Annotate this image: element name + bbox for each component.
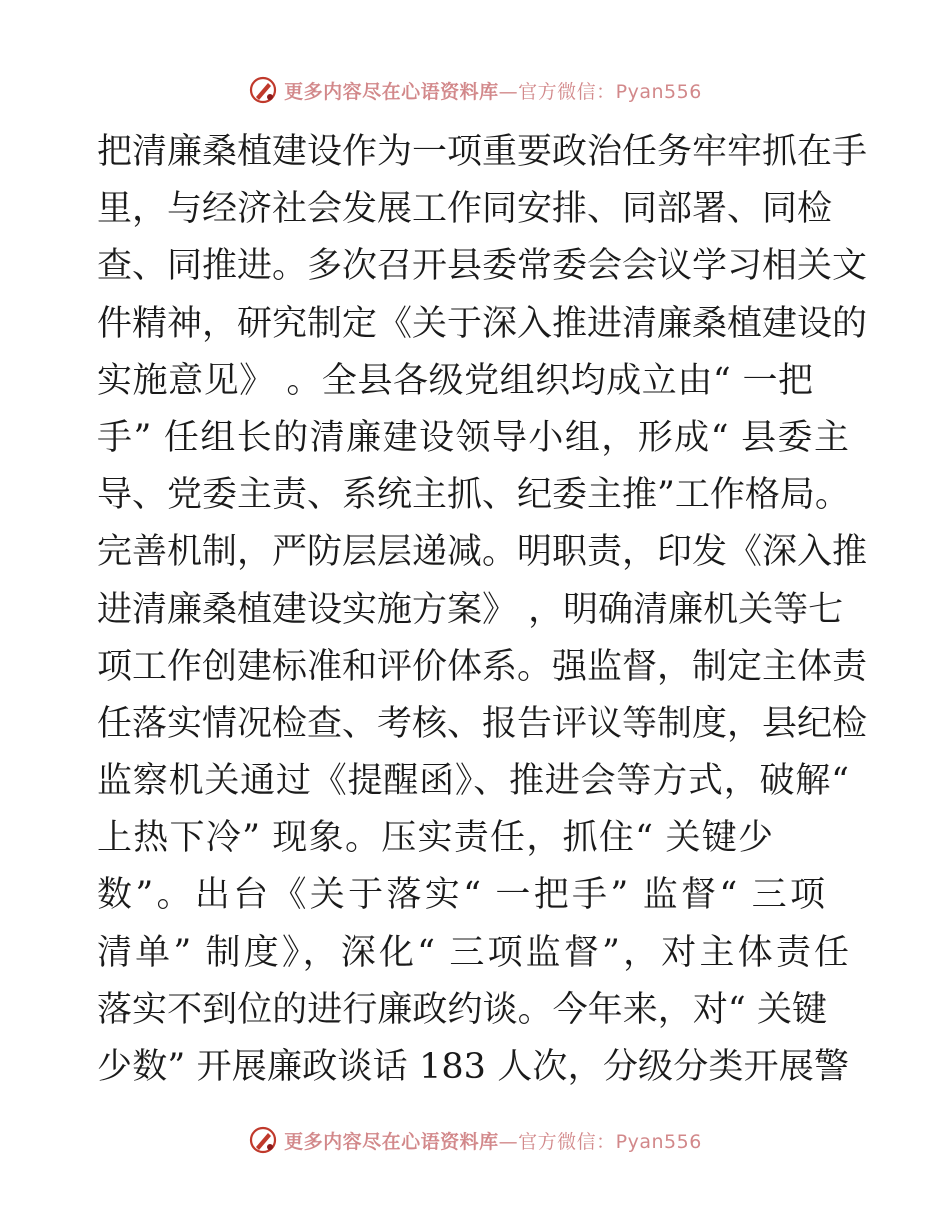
watermark-text: [284, 1127, 702, 1154]
watermark-suffix: 官方微信：Pyan556: [518, 1130, 702, 1153]
text-line: 数”。出台《关于落实“ 一把手” 监督“ 三项: [97, 875, 825, 916]
watermark-suffix: 官方微信：Pyan556: [518, 80, 702, 103]
text-line: 落实不到位的进行廉政约谈。今年来，对“ 关键: [97, 989, 827, 1030]
text-line: 导、党委主责、系统主抓、纪委主推”工作格局。: [97, 475, 850, 516]
footer-watermark: [0, 1120, 950, 1160]
text-line: 查、同推进。多次召开县委常委会会议学习相关文: [97, 246, 868, 287]
text-line: 把清廉桑植建设作为一项重要政治任务牢牢抓在手: [97, 132, 868, 172]
text-line: 里，与经济社会发展工作同安排、同部署、同检: [97, 189, 833, 230]
text-line: 件精神，研究制定《关于深入推进清廉桑植建设的: [97, 303, 868, 344]
watermark-separator: —: [498, 1130, 519, 1153]
header-watermark: [0, 70, 950, 110]
text-line: 项工作创建标准和评价体系。强监督，制定主体责: [97, 646, 868, 687]
watermark-brand: 更多内容尽在心语资料库: [284, 80, 499, 103]
pen-logo-icon: [248, 1125, 278, 1155]
pen-logo-icon: [248, 75, 278, 105]
text-line: 实施意见》 。全县各级党组织均成立由“ 一把: [97, 360, 813, 401]
watermark-separator: —: [498, 80, 519, 103]
text-line: 上热下冷” 现象。压实责任，抓住“ 关键少: [97, 818, 773, 859]
text-line: 监察机关通过《提醒函》、推进会等方式，破解“: [97, 761, 849, 802]
watermark-brand: 更多内容尽在心语资料库: [284, 1130, 499, 1153]
text-line: 清单” 制度》，深化“ 三项监督”，对主体责任: [97, 932, 849, 973]
text-line: 完善机制，严防层层递减。明职责，印发《深入推: [97, 532, 868, 573]
text-line: 任落实情况检查、考核、报告评议等制度，县纪检: [97, 703, 868, 744]
document-body: [97, 124, 868, 1096]
watermark-text: [284, 77, 702, 104]
text-line: 手” 任组长的清廉建设领导小组，形成“ 县委主: [97, 417, 849, 458]
text-line: 少数” 开展廉政谈话 183 人次，分级分类开展警: [97, 1047, 849, 1087]
text-line: 进清廉桑植建设实施方案》 ，明确清廉机关等七: [97, 589, 844, 630]
